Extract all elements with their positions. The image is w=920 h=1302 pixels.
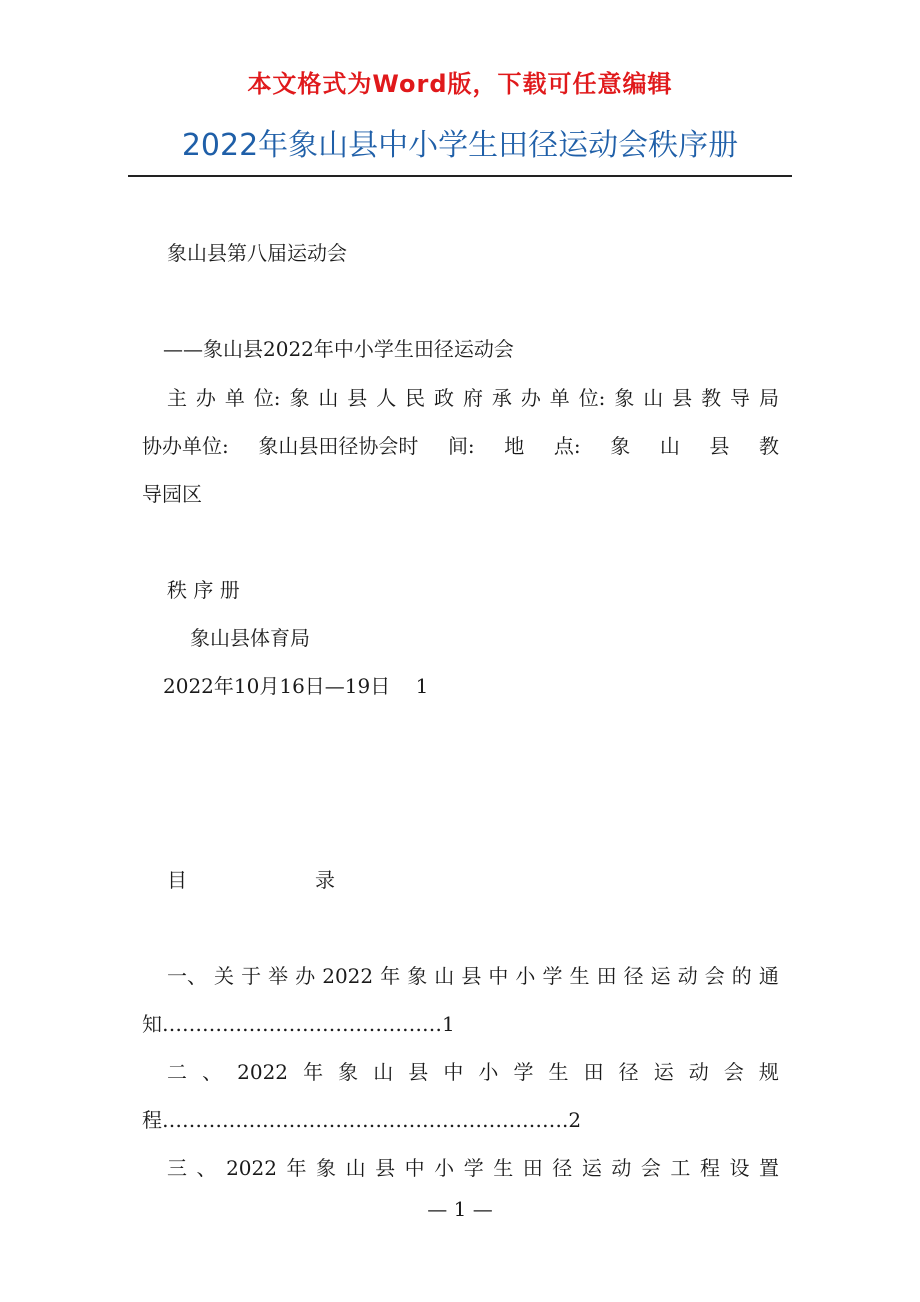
text-segment: 径 <box>552 1156 573 1180</box>
text-segment: 田 <box>522 1156 543 1180</box>
text-segment: 年 <box>286 1156 307 1180</box>
text-segment: 动 <box>611 1156 632 1180</box>
text-segment: 县 <box>461 964 482 988</box>
text-segment: 山 <box>318 386 339 410</box>
text-segment: 山 <box>345 1156 366 1180</box>
text-segment: 地 <box>504 434 525 458</box>
text-segment: 教 <box>759 434 779 458</box>
booklet-label: 秩 序 册 <box>167 578 240 602</box>
text-segment: 运 <box>653 1060 674 1084</box>
text-segment: 通 <box>758 964 779 988</box>
text-segment: 人 <box>376 386 397 410</box>
text-segment: 间: <box>447 434 475 458</box>
text-segment: 程 <box>699 1156 720 1180</box>
text-segment: 府 <box>462 386 483 410</box>
text-segment: 三 <box>167 1156 187 1180</box>
text-segment: 中 <box>488 964 509 988</box>
page-number: — 1 — <box>427 1197 493 1221</box>
text-segment: 小 <box>515 964 536 988</box>
text-segment: 工 <box>670 1156 691 1180</box>
text-segment: 举 <box>268 964 289 988</box>
text-segment: 办 <box>520 386 541 410</box>
text-segment: 位: <box>253 386 281 410</box>
organizer-line-2 <box>142 434 779 458</box>
text-segment: 学 <box>542 964 563 988</box>
toc-item-2-line-2: 程…………………………………………………….2 <box>142 1108 582 1132</box>
text-segment: 关 <box>214 964 235 988</box>
text-segment: 教 <box>701 386 722 410</box>
text-segment: 年 <box>303 1060 324 1084</box>
text-segment: 中 <box>443 1060 464 1084</box>
text-segment: 县 <box>672 386 693 410</box>
text-segment: 象 <box>289 386 310 410</box>
text-segment: 会 <box>640 1156 661 1180</box>
text-segment: 办 <box>195 386 216 410</box>
toc-item-1-line-1 <box>167 964 779 988</box>
text-segment: 单 <box>224 386 245 410</box>
text-segment: 学 <box>463 1156 484 1180</box>
text-segment: 规 <box>758 1060 779 1084</box>
text-segment: 会 <box>704 964 725 988</box>
issuer: 象山县体育局 <box>190 626 310 650</box>
text-segment: 中 <box>404 1156 425 1180</box>
text-segment: 小 <box>434 1156 455 1180</box>
text-segment: 、 <box>196 1156 217 1180</box>
text-segment: 小 <box>478 1060 499 1084</box>
text-segment: 生 <box>493 1156 514 1180</box>
text-segment: 于 <box>241 964 262 988</box>
text-segment: 单 <box>549 386 570 410</box>
text-segment: 山 <box>643 386 664 410</box>
text-segment: 、 <box>202 1060 223 1084</box>
text-segment: 会 <box>723 1060 744 1084</box>
text-segment: 县 <box>408 1060 429 1084</box>
toc-item-2-line-1 <box>167 1060 779 1084</box>
text-segment: 田 <box>596 964 617 988</box>
toc-item-3-line-1 <box>167 1156 779 1180</box>
text-segment: 生 <box>569 964 590 988</box>
text-segment: 象 <box>338 1060 359 1084</box>
text-segment: 一、 <box>167 964 207 988</box>
text-segment: 主 <box>167 386 187 410</box>
text-segment: 县 <box>375 1156 396 1180</box>
text-segment: 山 <box>373 1060 394 1084</box>
text-segment: 政 <box>434 386 455 410</box>
text-segment: 象山县田径协会时 <box>258 434 419 458</box>
text-segment: 田 <box>583 1060 604 1084</box>
text-segment: 山 <box>659 434 680 458</box>
toc-heading-lu: 录 <box>315 868 335 892</box>
text-segment: 县 <box>347 386 368 410</box>
text-segment: 2022 <box>237 1060 289 1084</box>
text-segment: 承 <box>491 386 512 410</box>
text-segment: 设 <box>729 1156 750 1180</box>
document-title: 2022年象山县中小学生田径运动会秩序册 <box>181 128 739 163</box>
toc-item-1-line-2: 知……………………………………1 <box>142 1012 455 1036</box>
meeting-subtitle: ——象山县2022年中小学生田径运动会 <box>163 337 514 361</box>
text-segment: 民 <box>405 386 426 410</box>
text-segment: 象 <box>610 434 631 458</box>
text-segment: 年 <box>380 964 401 988</box>
organizer-line-1 <box>167 386 779 410</box>
text-segment: 学 <box>513 1060 534 1084</box>
text-segment: 位: <box>578 386 606 410</box>
text-segment: 动 <box>677 964 698 988</box>
text-segment: 运 <box>581 1156 602 1180</box>
text-segment: 径 <box>618 1060 639 1084</box>
text-segment: 办 <box>295 964 316 988</box>
meeting-name: 象山县第八届运动会 <box>167 241 347 265</box>
title-rule <box>128 175 792 177</box>
organizer-line-3: 导园区 <box>142 482 202 506</box>
text-segment: 协办单位: <box>142 434 229 458</box>
text-segment: 点: <box>553 434 581 458</box>
text-segment: 2022 <box>226 1156 277 1180</box>
text-segment: 二 <box>167 1060 187 1084</box>
text-segment: 象 <box>407 964 428 988</box>
text-segment: 局 <box>758 386 779 410</box>
text-segment: 县 <box>709 434 730 458</box>
text-segment: 山 <box>434 964 455 988</box>
text-segment: 动 <box>688 1060 709 1084</box>
text-segment: 生 <box>548 1060 569 1084</box>
text-segment: 象 <box>316 1156 337 1180</box>
text-segment: 运 <box>650 964 671 988</box>
text-segment: 置 <box>759 1156 779 1180</box>
toc-heading-mu: 目 <box>167 868 187 892</box>
event-date: 2022年10月16日—19日 1 <box>163 674 429 698</box>
text-segment: 导 <box>730 386 751 410</box>
text-segment: 象 <box>614 386 635 410</box>
document-banner: 本文格式为Word版，下载可任意编辑 <box>247 70 673 98</box>
text-segment: 的 <box>731 964 752 988</box>
text-segment: 径 <box>623 964 644 988</box>
text-segment: 2022 <box>322 964 374 988</box>
